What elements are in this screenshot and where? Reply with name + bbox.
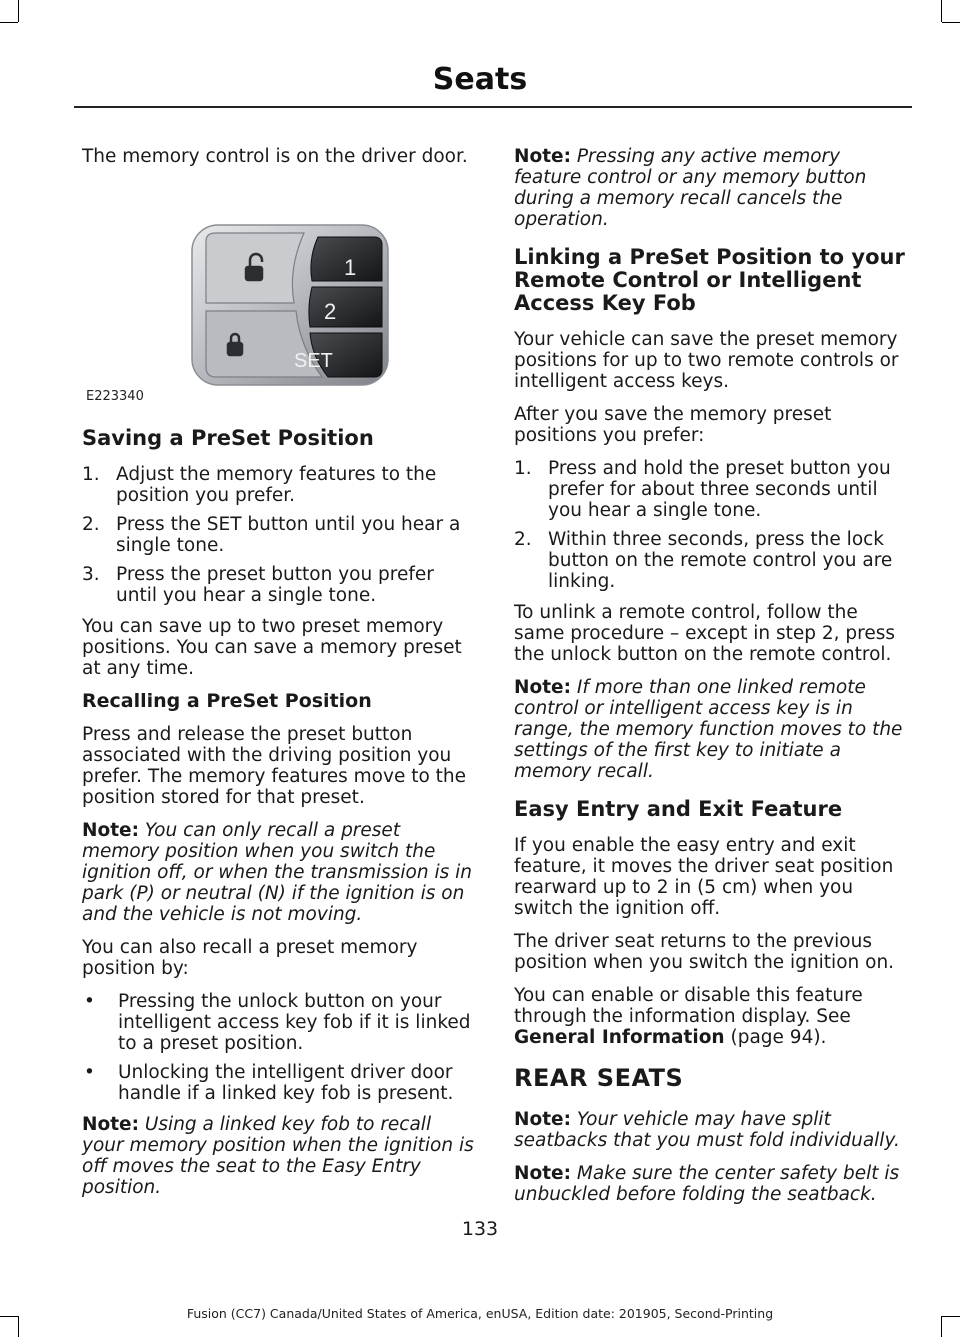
easy-text: You can enable or disable this feature through the information display. See (514, 985, 863, 1027)
list-item (82, 991, 478, 1054)
note-label: Note: (514, 1163, 571, 1184)
memory-control-figure (82, 179, 478, 411)
note-text: Pressing any active memory feature control or any memory button during a memory recall cancels the operation. (514, 146, 867, 230)
easy-paragraph (514, 985, 910, 1048)
note-text: If more than one linked remote control or intelligent access key is in range, the memory function moves to the settings of the first key to initiate a memory recall. (514, 677, 903, 782)
crop-mark (941, 0, 942, 22)
note-label: Note: (514, 1109, 571, 1130)
list-item (514, 458, 910, 521)
easy-paragraph: The driver seat returns to the previous position when you switch the ignition on. (514, 931, 895, 973)
intro-paragraph: The memory control is on the driver door. (82, 146, 468, 167)
link-paragraph: Your vehicle can save the preset memory positions for up to two remote controls or intelligent access keys. (514, 329, 899, 392)
page-title: Seats (432, 62, 528, 97)
step-text: Press the preset button you prefer until you hear a single tone. (116, 564, 434, 606)
note-paragraph (514, 1109, 910, 1151)
page-ref: (page 94). (730, 1027, 827, 1048)
note-paragraph (514, 146, 910, 230)
note-label: Note: (514, 146, 571, 167)
bullet-text: Pressing the unlock button on your intelligent access key fob if it is linked to a preset position. (118, 991, 471, 1054)
note-text: You can only recall a preset memory position when you switch the ignition off, or when the transmission is in park (P) or neutral (N) if the ignition is on and the vehicle is not moving. (82, 820, 472, 925)
list-item (514, 529, 910, 592)
step-number: 1. (82, 464, 100, 485)
crop-mark (18, 0, 19, 22)
easy-paragraph: If you enable the easy entry and exit feature, it moves the driver seat position rearward up to 2 in (5 cm) when you switch the ignition off. (514, 835, 894, 919)
list-item (82, 564, 478, 606)
recalling-heading: Recalling a PreSet Position (82, 690, 372, 712)
note-paragraph (514, 677, 910, 782)
recall-paragraph: Press and release the preset button associated with the driving position you prefer. The memory features move to the position stored for that preset. (82, 724, 467, 808)
list-item (82, 464, 478, 506)
step-text: Within three seconds, press the lock button on the remote control you are linking. (548, 529, 893, 592)
figure-id: E223340 (86, 389, 144, 404)
bullet-text: Unlocking the intelligent driver door handle if a linked key fob is present. (118, 1062, 454, 1104)
step-text: Press the SET button until you hear a single tone. (116, 514, 461, 556)
memory-button-1-label: 1 (344, 255, 357, 280)
note-text: Your vehicle may have split seatbacks that you must fold individually. (514, 1109, 900, 1151)
crop-mark (0, 22, 18, 23)
general-information-link[interactable]: General Information (514, 1027, 725, 1048)
note-label: Note: (82, 1114, 139, 1135)
note-paragraph (82, 820, 478, 925)
saving-steps (82, 464, 478, 606)
step-number: 2. (514, 529, 532, 550)
saving-heading: Saving a PreSet Position (82, 426, 374, 450)
also-paragraph: You can also recall a preset memory position by: (82, 937, 418, 979)
easy-entry-heading: Easy Entry and Exit Feature (514, 797, 843, 821)
bullet: • (84, 1062, 95, 1083)
step-number: 3. (82, 564, 100, 585)
note-text: Make sure the center safety belt is unbuckled before folding the seatback. (514, 1163, 900, 1205)
right-column (514, 146, 910, 1217)
linking-heading: Linking a PreSet Position to your Remote Control or Intelligent Access Key Fob (514, 245, 905, 315)
left-column (82, 146, 478, 1210)
list-item (82, 1062, 478, 1104)
note-label: Note: (82, 820, 139, 841)
step-number: 1. (514, 458, 532, 479)
list-item (82, 514, 478, 556)
step-number: 2. (82, 514, 100, 535)
link-steps (514, 458, 910, 592)
unlink-paragraph: To unlink a remote control, follow the same procedure – except in step 2, press the unlock button on the remote control. (514, 602, 896, 665)
memory-control-illustration (82, 179, 478, 411)
save-paragraph: You can save up to two preset memory positions. You can save a memory preset at any time. (82, 616, 462, 679)
page-number: 133 (461, 1218, 499, 1240)
set-button-label: SET (294, 350, 333, 372)
note-paragraph (82, 1114, 478, 1198)
note-text: Using a linked key fob to recall your memory position when the ignition is off moves the seat to the Easy Entry position. (82, 1114, 474, 1198)
header-divider (74, 106, 912, 108)
recall-bullets (82, 991, 478, 1104)
step-text: Adjust the memory features to the position you prefer. (116, 464, 437, 506)
crop-mark (942, 22, 960, 23)
bullet: • (84, 991, 95, 1012)
footer-edition: Fusion (CC7) Canada/United States of America, enUSA, Edition date: 201905, Second-Printing (186, 1306, 774, 1321)
note-paragraph (514, 1163, 910, 1205)
rear-seats-heading: REAR SEATS (514, 1064, 684, 1092)
note-label: Note: (514, 677, 571, 698)
step-text: Press and hold the preset button you prefer for about three seconds until you hear a single tone. (548, 458, 891, 521)
link-paragraph: After you save the memory preset positions you prefer: (514, 404, 832, 446)
memory-button-2-label: 2 (324, 299, 337, 324)
